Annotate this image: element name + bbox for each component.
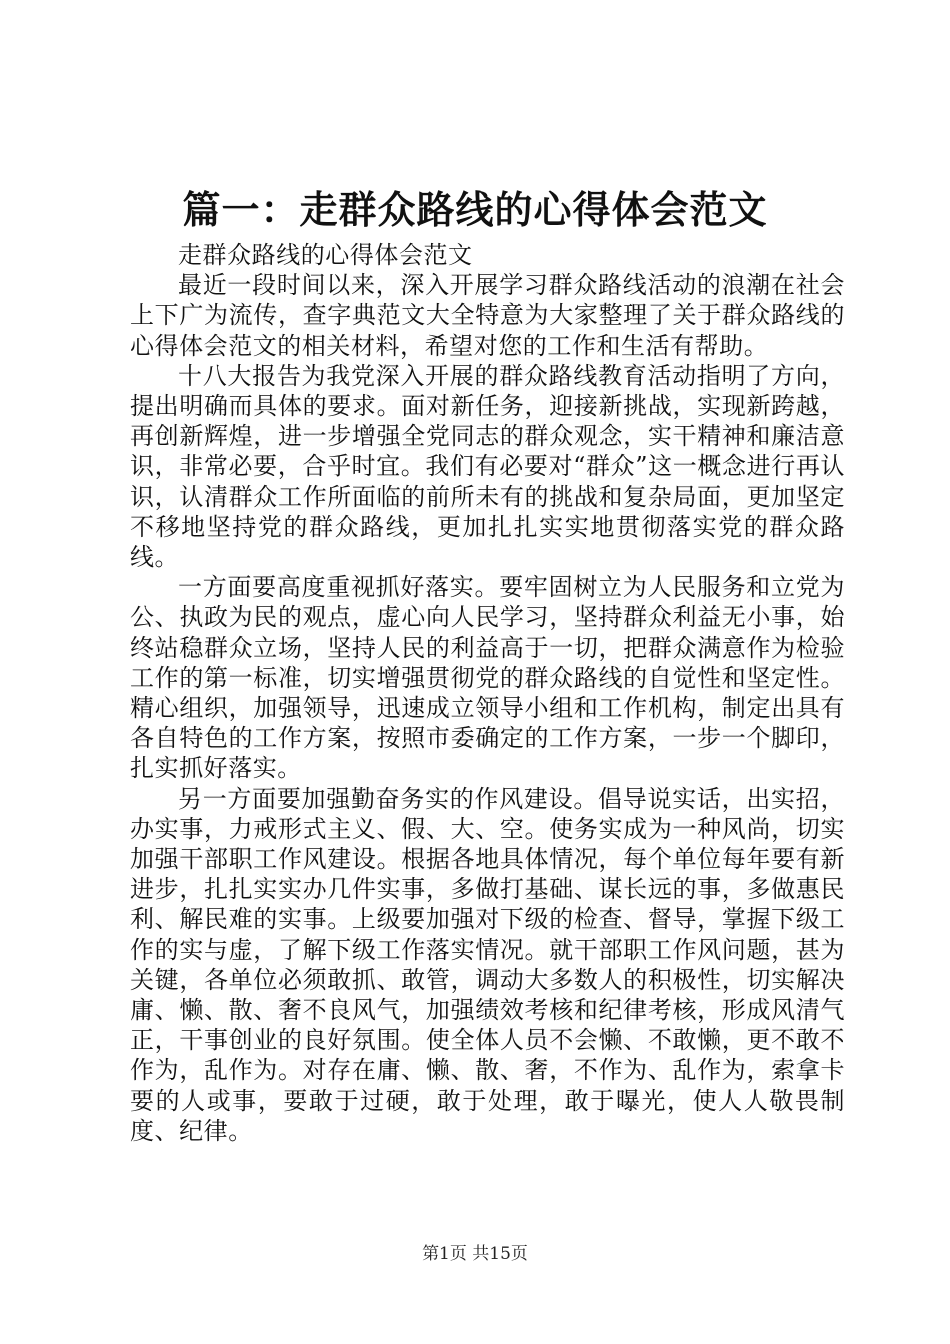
paragraph-report: 十八大报告为我党深入开展的群众路线教育活动指明了方向，提出明确而具体的要求。面对新任务，迎接新挑战，实现新跨越，再创新辉煌，进一步增强全党同志的群众观念，实干精神和廉洁意识，非常必要，合乎时宜。我们有必要对“群众”这一概念进行再认识，认清群众工作所面临的前所未有的挑战和复杂局面，更加坚定不移地坚持党的群众路线，更加扎扎实实地贯彻落实党的群众路线。 — [130, 361, 845, 572]
paragraph-work-style: 另一方面要加强勤奋务实的作风建设。倡导说实话，出实招，办实事，力戒形式主义、假、大、空。使务实成为一种风尚，切实加强干部职工作风建设。根据各地具体情况，每个单位每年要有新进步，扎扎实实办几件实事，多做打基础、谋长远的事，多做惠民利、解民难的实事。上级要加强对下级的检查、督导，掌握下级工作的实与虚，了解下级工作落实情况。就干部职工作风问题，甚为关键，各单位必须敢抓、敢管，调动大多数人的积极性，切实解决庸、懒、散、奢不良风气，加强绩效考核和纪律考核，形成风清气正，干事创业的良好氛围。使全体人员不会懒、不敢懒，更不敢不作为，乱作为。对存在庸、懒、散、奢，不作为、乱作为，索拿卡要的人或事，要敢于过硬，敢于处理，敢于曝光，使人人敬畏制度、纪律。 — [130, 784, 845, 1145]
page-footer: 第1页 共15页 — [422, 1244, 528, 1264]
paragraph-subtitle: 走群众路线的心得体会范文 — [178, 241, 473, 269]
paragraph-intro: 最近一段时间以来，深入开展学习群众路线活动的浪潮在社会上下广为流传，查字典范文大全特意为大家整理了关于群众路线的心得体会范文的相关材料，希望对您的工作和生活有帮助。 — [130, 271, 845, 360]
document-title: 篇一：走群众路线的心得体会范文 — [182, 187, 768, 232]
document-body — [130, 240, 845, 1146]
paragraph-implementation: 一方面要高度重视抓好落实。要牢固树立为人民服务和立党为公、执政为民的观点，虚心向人民学习，坚持群众利益无小事，始终站稳群众立场，坚持人民的利益高于一切，把群众满意作为检验工作的第一标准，切实增强贯彻党的群众路线的自觉性和坚定性。精心组织，加强领导，迅速成立领导小组和工作机构，制定出具有各自特色的工作方案，按照市委确定的工作方案，一步一个脚印，扎实抓好落实。 — [130, 573, 845, 783]
